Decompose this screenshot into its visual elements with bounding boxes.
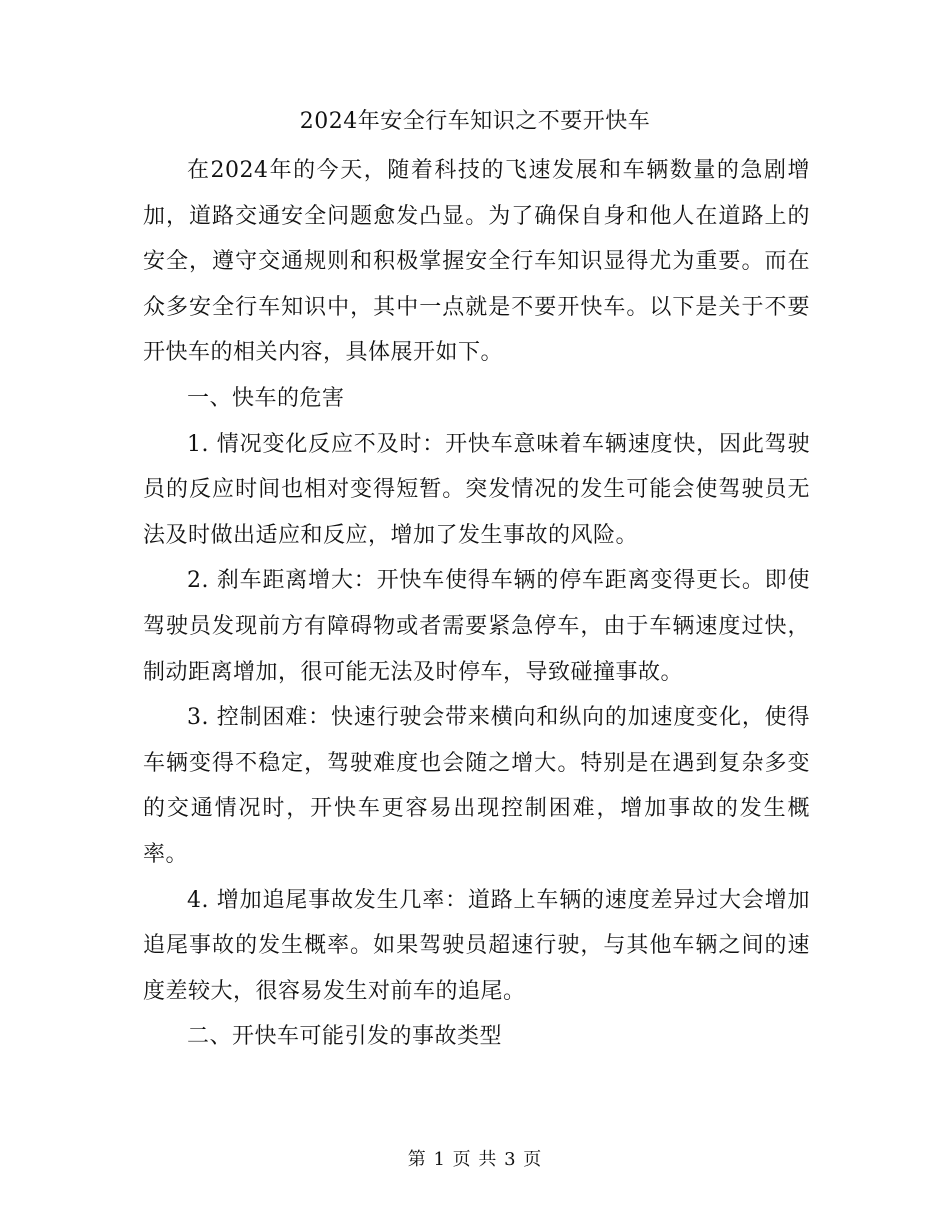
list-item: 1. 情况变化反应不及时：开快车意味着车辆速度快，因此驾驶员的反应时间也相对变得短暂。突发情况的发生可能会使驾驶员无法及时做出适应和反应，增加了发生事故的风险。 <box>143 431 810 548</box>
list-item: 2. 刹车距离增大：开快车使得车辆的停车距离变得更长。即使驾驶员发现前方有障碍物或者需要紧急停车，由于车辆速度过快，制动距离增加，很可能无法及时停车，导致碰撞事故。 <box>143 568 810 685</box>
intro-paragraph: 在2024年的今天，随着科技的飞速发展和车辆数量的急剧增加，道路交通安全问题愈发凸显。为了确保自身和他人在道路上的安全，遵守交通规则和积极掌握安全行车知识显得尤为重要。而在众多安全行车知识中，其中一点就是不要开快车。以下是关于不要开快车的相关内容，具体展开如下。 <box>143 158 810 366</box>
document-title: 2024年安全行车知识之不要开快车 <box>299 109 651 134</box>
list-item: 3. 控制困难：快速行驶会带来横向和纵向的加速度变化，使得车辆变得不稳定，驾驶难度也会随之增大。特别是在遇到复杂多变的交通情况时，开快车更容易出现控制困难，增加事故的发生概率。 <box>143 705 810 867</box>
page-footer: 第 1 页 共 3 页 <box>407 1149 543 1170</box>
section-heading-2: 二、开快车可能引发的事故类型 <box>187 1024 503 1050</box>
section-heading-1: 一、快车的危害 <box>187 385 345 411</box>
list-item: 4. 增加追尾事故发生几率：道路上车辆的速度差异过大会增加追尾事故的发生概率。如果驾驶员超速行驶，与其他车辆之间的速度差较大，很容易发生对前车的追尾。 <box>143 887 810 1004</box>
document-body <box>143 148 810 1060</box>
